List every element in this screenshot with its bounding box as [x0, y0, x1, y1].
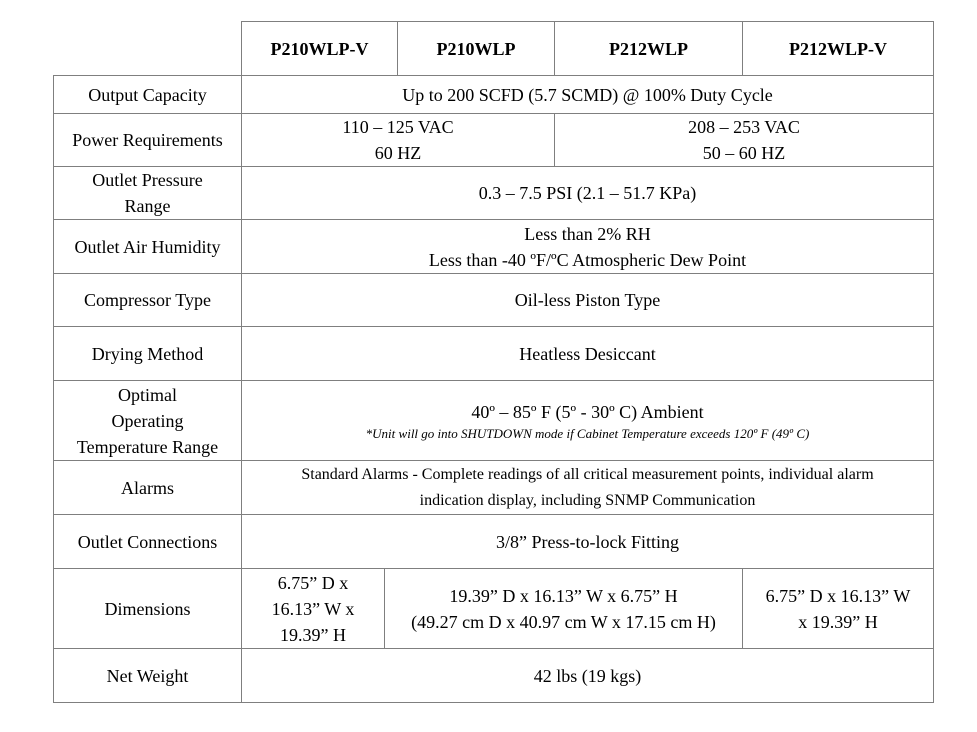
table-row: [54, 381, 934, 461]
dimensions-line: 6.75” D x 16.13” W: [765, 585, 911, 606]
table-row: [54, 76, 934, 114]
alarms-value: [242, 461, 934, 515]
dimensions-line: 19.39” H: [280, 624, 346, 645]
shutdown-note: *Unit will go into SHUTDOWN mode if Cabinet Temperature exceeds 120º F (49º C): [365, 425, 810, 441]
outlet-pressure-value: 0.3 – 7.5 PSI (2.1 – 51.7 KPa): [242, 167, 934, 220]
power-208v-voltage: 208 – 253 VAC: [688, 117, 800, 137]
table-row: [54, 220, 934, 274]
dimensions-line: (49.27 cm D x 40.97 cm W x 17.15 cm H): [411, 611, 716, 632]
row-label-power-requirements: Power Requirements: [54, 114, 242, 167]
table-row: [54, 569, 934, 649]
dimensions-line: 19.39” D x 16.13” W x 6.75” H: [449, 585, 678, 606]
power-110v-frequency: 60 HZ: [374, 143, 422, 163]
dimensions-line: 6.75” D x: [277, 572, 349, 593]
output-capacity-value: Up to 200 SCFD (5.7 SCMD) @ 100% Duty Cycle: [242, 76, 934, 114]
drying-method-value: Heatless Desiccant: [242, 327, 934, 381]
table-row: [54, 274, 934, 327]
dimensions-line: 16.13” W x: [271, 598, 355, 619]
row-label-alarms: Alarms: [54, 461, 242, 515]
power-value-110v: [242, 114, 555, 167]
temperature-label-line: Operating: [111, 410, 184, 431]
header-row: [54, 22, 934, 76]
dimensions-value-left: [242, 569, 385, 649]
row-label-drying-method: Drying Method: [54, 327, 242, 381]
table-row: [54, 515, 934, 569]
model-header-p210wlp: P210WLP: [398, 22, 555, 76]
outlet-pressure-label-line: Range: [124, 196, 171, 216]
model-header-p212wlp: P212WLP: [555, 22, 743, 76]
dimensions-value-right: [743, 569, 934, 649]
table-row: [54, 167, 934, 220]
row-label-dimensions: Dimensions: [54, 569, 242, 649]
temperature-label-line: Temperature Range: [76, 436, 219, 457]
table-row: [54, 114, 934, 167]
outlet-connections-value: 3/8” Press-to-lock Fitting: [242, 515, 934, 569]
outlet-humidity-value: [242, 220, 934, 274]
net-weight-value: 42 lbs (19 kgs): [242, 649, 934, 703]
humidity-rh-line: Less than 2% RH: [524, 223, 651, 244]
temperature-value: [242, 381, 934, 461]
table-row: [54, 327, 934, 381]
humidity-dew-point-line: Less than -40 ºF/ºC Atmospheric Dew Point: [428, 249, 747, 270]
alarms-line: Standard Alarms - Complete readings of all critical measurement points, individual alarm: [301, 465, 874, 483]
power-value-208v: [555, 114, 934, 167]
row-label-output-capacity: Output Capacity: [54, 76, 242, 114]
spec-table: [53, 21, 934, 703]
compressor-type-value: Oil-less Piston Type: [242, 274, 934, 327]
header-blank-cell: [54, 22, 242, 76]
temperature-range-text: 40º – 85º F (5º - 30º C) Ambient: [471, 401, 704, 422]
power-110v-voltage: 110 – 125 VAC: [342, 117, 454, 137]
table-row: [54, 649, 934, 703]
row-label-compressor-type: Compressor Type: [54, 274, 242, 327]
model-header-p212wlp-v: P212WLP-V: [743, 22, 934, 76]
row-label-outlet-connections: Outlet Connections: [54, 515, 242, 569]
row-label-outlet-humidity: Outlet Air Humidity: [54, 220, 242, 274]
dimensions-line: x 19.39” H: [798, 611, 878, 632]
temperature-label-line: Optimal: [118, 384, 177, 405]
table-row: [54, 461, 934, 515]
alarms-line: indication display, including SNMP Communication: [419, 491, 756, 509]
row-label-temperature-range: [54, 381, 242, 461]
row-label-net-weight: Net Weight: [54, 649, 242, 703]
outlet-pressure-label-line: Outlet Pressure: [92, 170, 203, 190]
power-208v-frequency: 50 – 60 HZ: [702, 143, 786, 163]
dimensions-value-middle: [385, 569, 743, 649]
model-header-p210wlp-v: P210WLP-V: [242, 22, 398, 76]
row-label-outlet-pressure: [54, 167, 242, 220]
